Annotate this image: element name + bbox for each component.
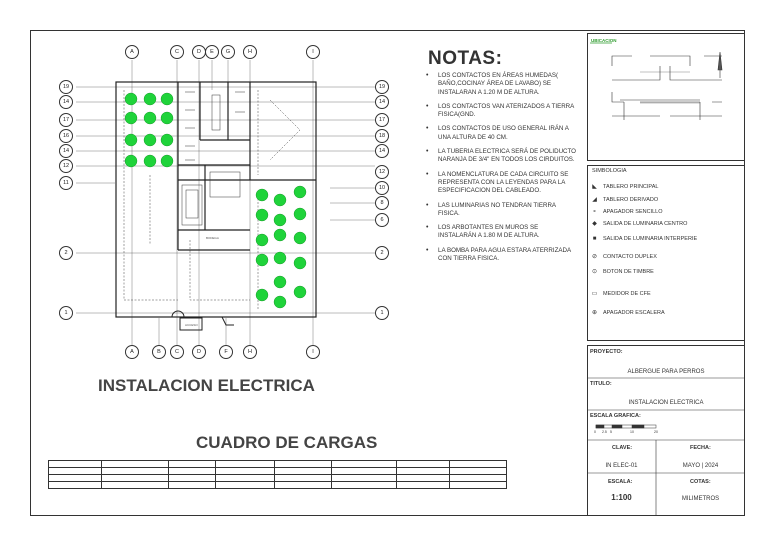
notes-title: NOTAS: <box>428 48 503 69</box>
project-value: ALBERGUE PARA PERROS <box>627 369 705 375</box>
grid-bubble-right: 12 <box>375 165 389 179</box>
outdoor-light-icon: ■ <box>592 236 597 242</box>
location-panel <box>587 33 745 161</box>
grid-bubble-bottom: D <box>192 345 206 359</box>
location-label: UBICACION <box>591 38 617 43</box>
main-panel-icon: ◣ <box>592 184 597 190</box>
date-value: MAYO | 2024 <box>682 463 719 469</box>
grid-bubble-top: A <box>125 45 139 59</box>
grid-bubble-right: 2 <box>375 246 389 260</box>
legend-item <box>590 196 658 203</box>
grid-bubble-left: 17 <box>59 113 73 127</box>
grid-bubble-right: 10 <box>375 181 389 195</box>
key-label: CLAVE: <box>612 445 633 451</box>
note-item: • LA BOMBA PARA AGUA ESTARA ATERRIZADA CON TIERRA FISICA. <box>426 247 576 264</box>
room-label-bodega: BODEGA <box>206 236 219 240</box>
units-label: COTAS: <box>690 479 711 485</box>
grid-bubble-right: 6 <box>375 213 389 227</box>
room-label-acceso: ACCESO <box>185 323 198 327</box>
grid-bubble-bottom: I <box>306 345 320 359</box>
grid-bubble-bottom: F <box>219 345 233 359</box>
grid-bubble-right: 8 <box>375 196 389 210</box>
grid-bubble-top: E <box>205 45 219 59</box>
grid-bubble-left: 19 <box>59 80 73 94</box>
grid-bubble-right: 18 <box>375 129 389 143</box>
grid-bubble-left: 1 <box>59 306 73 320</box>
legend-item-label: TABLERO PRINCIPAL <box>603 183 659 190</box>
grid-bubble-right: 14 <box>375 95 389 109</box>
legend-item-label: MEDIDOR DE CFE <box>603 290 651 297</box>
grid-bubble-left: 2 <box>59 246 73 260</box>
scale-label: ESCALA: <box>608 479 633 485</box>
loads-table-title: CUADRO DE CARGAS <box>196 433 378 452</box>
legend-item <box>590 268 654 275</box>
legend-item <box>590 253 657 260</box>
grid-bubble-right: 19 <box>375 80 389 94</box>
graphic-scale-label: ESCALA GRAFICA: <box>590 413 641 419</box>
legend-item <box>590 290 651 297</box>
date-label: FECHA: <box>690 445 711 451</box>
drawing-title: INSTALACION ELECTRICA <box>98 376 315 395</box>
center-light-icon: ◆ <box>592 221 597 227</box>
meter-icon: ▭ <box>591 291 598 297</box>
legend-item <box>590 309 665 316</box>
grid-bubble-bottom: B <box>152 345 166 359</box>
sub-panel-icon: ◢ <box>592 197 597 203</box>
title-label: TITULO: <box>590 381 612 387</box>
scale-tick-label: 2.5 <box>602 430 607 434</box>
grid-bubble-left: 12 <box>59 159 73 173</box>
scale-tick-label: 20 <box>654 430 658 434</box>
legend-item-label: SALIDA DE LUMINARIA INTERPERIE <box>603 236 698 242</box>
note-item: • LOS CONTACTOS EN ÁREAS HUMEDAS( BAÑO,COCINAY ÁREA DE LAVABO) SE INSTALARAN A 1.20 M DE ALTURA. <box>426 72 576 97</box>
grid-bubble-bottom: C <box>170 345 184 359</box>
key-value: IN ELEC-01 <box>605 463 638 469</box>
legend-item <box>590 236 697 242</box>
grid-bubble-left: 14 <box>59 144 73 158</box>
grid-bubble-top: H <box>243 45 257 59</box>
note-item: • LOS CONTACTOS DE USO GENERAL IRÁN A UNA ALTURA DE 40 CM. <box>426 125 576 142</box>
luminaires <box>125 93 306 308</box>
grid-bubble-top: I <box>306 45 320 59</box>
grid-bubble-left: 11 <box>59 176 73 190</box>
grid-bubble-right: 17 <box>375 113 389 127</box>
legend-item-label: APAGADOR ESCALERA <box>603 309 665 316</box>
scale-tick-label: 5 <box>610 430 612 434</box>
legend-item-label: TABLERO DERIVADO <box>603 196 659 203</box>
notes-list <box>426 72 576 269</box>
legend-item <box>590 183 658 190</box>
legend-item-label: BOTON DE TIMBRE <box>603 268 654 275</box>
project-label: PROYECTO: <box>590 349 623 355</box>
legend-item <box>590 220 687 227</box>
doorbell-icon: ⊙ <box>591 269 598 275</box>
grid-bubble-left: 16 <box>59 129 73 143</box>
note-item: • LA TUBERIA ELECTRICA SERÁ DE POLIDUCTO NARANJA DE 3/4" EN TODOS LOS CIRDUITOS. <box>426 148 576 165</box>
legend-item-label: APAGADOR SENCILLO <box>603 208 663 215</box>
grid-bubble-bottom: H <box>243 345 257 359</box>
legend-item-label: CONTACTO DUPLEX <box>603 253 657 260</box>
grid-bubble-left: 14 <box>59 95 73 109</box>
legend-title: SIMBOLOGIA <box>592 168 627 174</box>
grid-lines-horizontal <box>76 87 375 313</box>
grid-bubble-bottom: A <box>125 345 139 359</box>
note-item: • LOS CONTACTOS VAN ATERIZADOS A TIERRA FISICA(GND. <box>426 103 576 120</box>
grid-bubble-top: D <box>192 45 206 59</box>
duplex-outlet-icon: ⊘ <box>591 254 598 260</box>
units-value: MILIMETROS <box>681 496 720 502</box>
scale-tick-label: 10 <box>630 430 634 434</box>
scale-tick-label: 0 <box>594 430 596 434</box>
legend-item <box>590 208 663 215</box>
stair-switch-icon: ⊕ <box>591 310 598 316</box>
note-item: • LOS ARBOTANTES EN MUROS SE INSTALARÁN A 1.80 M DE ALTURA. <box>426 224 576 241</box>
title-value: INSTALACION ELECTRICA <box>628 400 704 406</box>
switch-icon: ∘ <box>592 209 597 215</box>
note-item: • LA NOMENCLATURA DE CADA CIRCUITO SE REPRESENTA CON LA LEYENDAS PARA LA ESPECIFICACION DEL CABLEADO. <box>426 171 576 196</box>
grid-bubble-right: 14 <box>375 144 389 158</box>
scale-value: 1:100 <box>611 493 632 502</box>
grid-bubble-top: G <box>221 45 235 59</box>
note-item: • LAS LUMINARIAS NO TENDRAN TIERRA FISICA. <box>426 202 576 219</box>
grid-bubble-top: C <box>170 45 184 59</box>
grid-bubble-right: 1 <box>375 306 389 320</box>
loads-table <box>48 460 507 489</box>
legend-item-label: SALIDA DE LUMINARIA CENTRO <box>603 220 688 227</box>
